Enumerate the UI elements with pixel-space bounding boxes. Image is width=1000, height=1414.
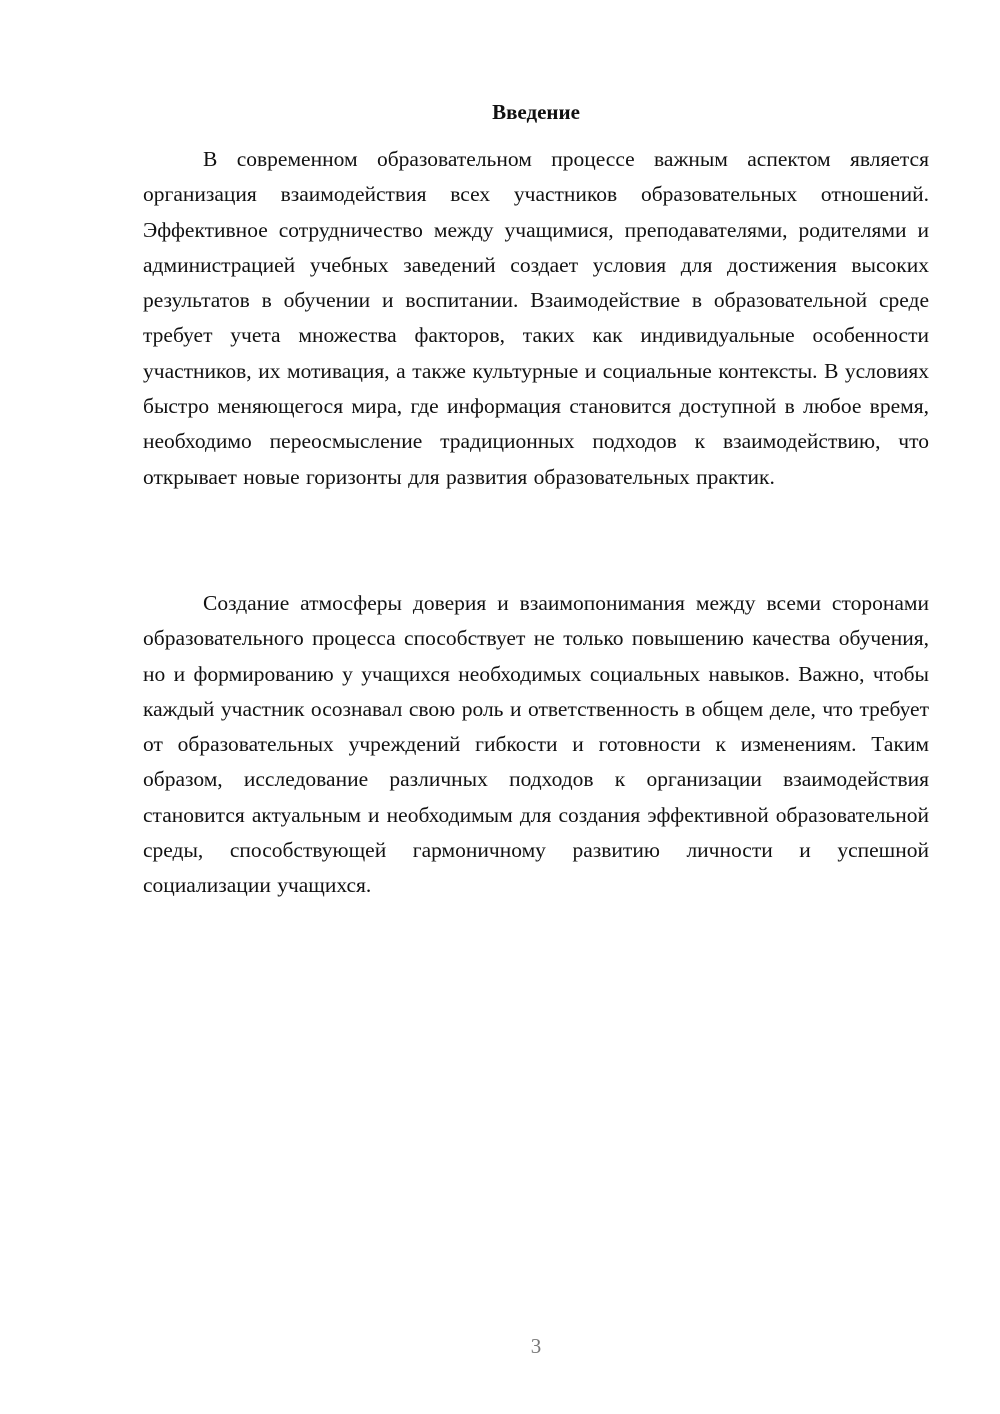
paragraph-2: Создание атмосферы доверия и взаимопонимания между всеми сторонами образовательного процесса способствует не только повышению качества обучения, но и формированию у учащихся необходимых социальных навыков. Важно, чтобы каждый участник осознавал свою роль и ответственность в общем деле, что требует от образовательных учреждений гибкости и готовности к изменениям. Таким образом, исследование различных подходов к организации взаимодействия становится актуальным и необходимым для создания эффективной образовательной среды, способствующей гармоничному развитию личности и успешной социализации учащихся. xyxy=(143,591,929,898)
paragraph-1: В современном образовательном процессе важным аспектом является организация взаимодействия всех участников образовательных отношений. Эффективное сотрудничество между учащимися, преподавателями, родителями и администрацией учебных заведений создает условия для достижения высоких результатов в обучении и воспитании. Взаимодействие в образовательной среде требует учета множества факторов, таких как индивидуальные особенности участников, их мотивация, а также культурные и социальные контексты. В условиях быстро меняющегося мира, где информация становится доступной в любое время, необходимо переосмысление традиционных подходов к взаимодействию, что открывает новые горизонты для развития образовательных практик. xyxy=(143,147,929,489)
page-number: 3 xyxy=(530,1334,542,1358)
section-heading: Введение xyxy=(492,100,580,124)
